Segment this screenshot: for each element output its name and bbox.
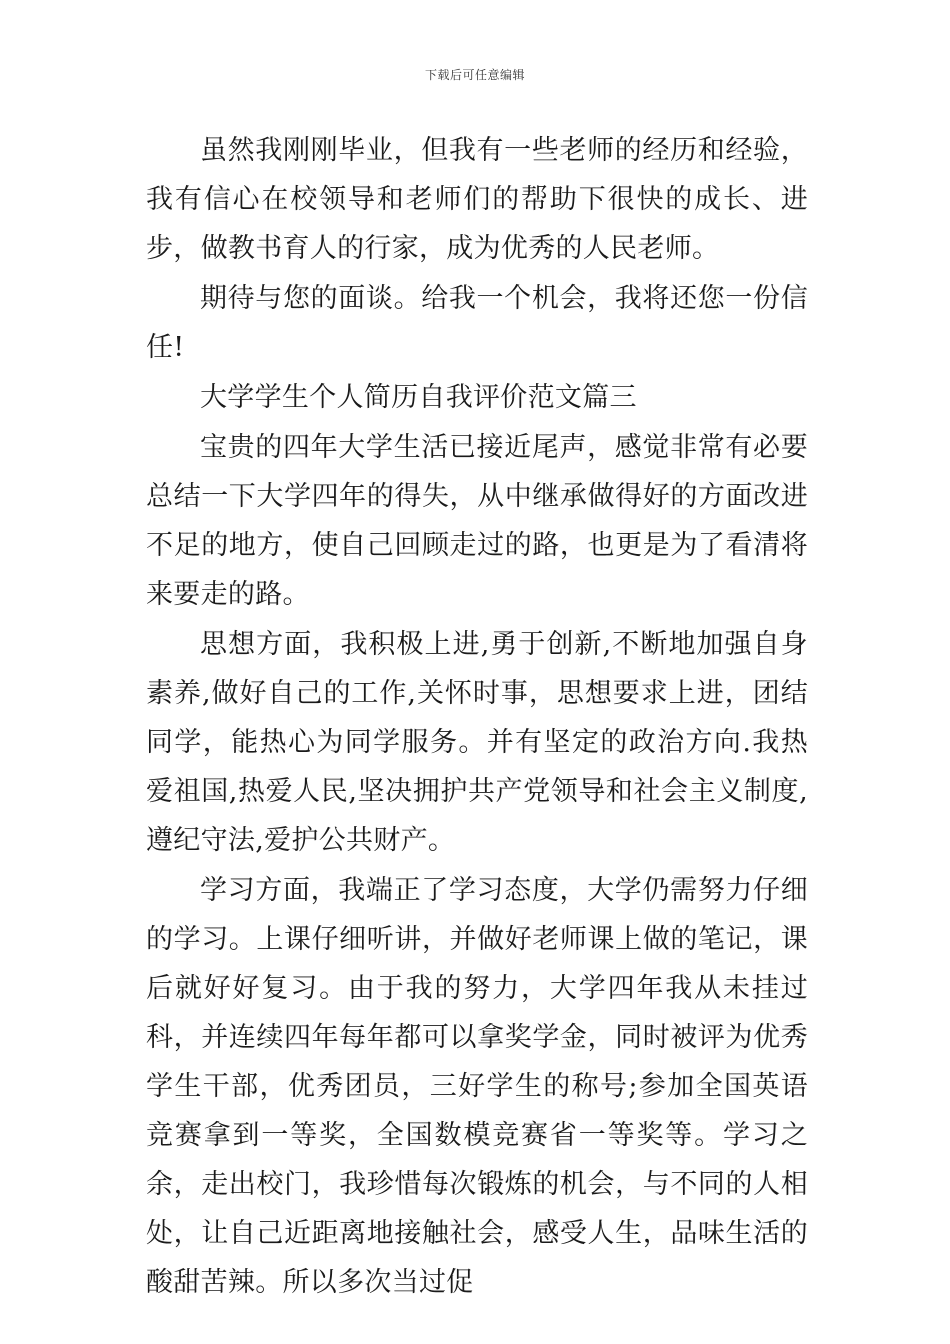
paragraph-1: 虽然我刚刚毕业，但我有一些老师的经历和经验，我有信心在校领导和老师们的帮助下很快的成长、进步，做教书育人的行家，成为优秀的人民老师。 [146, 135, 808, 264]
paragraph-3: 宝贵的四年大学生活已接近尾声，感觉非常有必要总结一下大学四年的得失，从中继承做得好的方面改进不足的地方，使自己回顾走过的路，也更是为了看清将来要走的路。 [146, 432, 808, 610]
section-heading: 大学学生个人简历自我评价范文篇三 [200, 382, 637, 413]
paragraph-2: 期待与您的面谈。给我一个机会，我将还您一份信任! [146, 283, 808, 363]
paragraph-4: 思想方面，我积极上进,勇于创新,不断地加强自身素养,做好自己的工作,关怀时事，思想要求上进，团结同学，能热心为同学服务。并有坚定的政治方向.我热爱祖国,热爱人民,坚决拥护共产党领导和社会主义制度,遵纪守法,爱护公共财产。 [146, 629, 808, 856]
page-header: 下载后可任意编辑 [424, 68, 525, 82]
paragraph-5: 学习方面，我端正了学习态度，大学仍需努力仔细的学习。上课仔细听讲，并做好老师课上做的笔记，课后就好好复习。由于我的努力，大学四年我从未挂过科，并连续四年每年都可以拿奖学金，同时被评为优秀学生干部，优秀团员，三好学生的称号;参加全国英语竞赛拿到一等奖，全国数模竞赛省一等奖等。学习之余，走出校门，我珍惜每次锻炼的机会，与不同的人相处，让自己近距离地接触社会，感受人生，品味生活的酸甜苦辣。所以多次当过促 [146, 875, 808, 1298]
document-body [146, 126, 808, 1307]
